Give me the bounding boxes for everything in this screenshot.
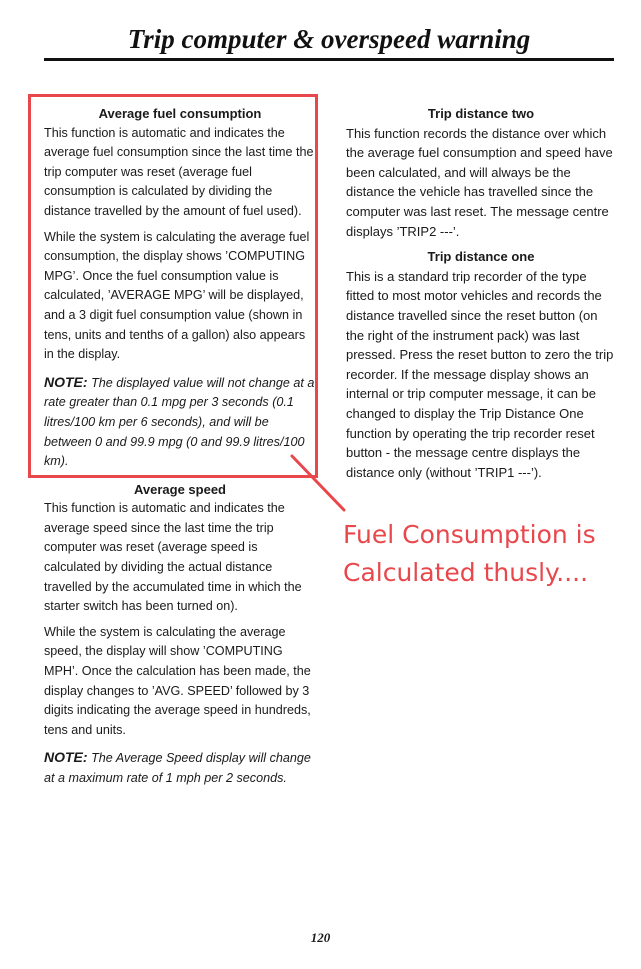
average-speed-heading: Average speed bbox=[133, 481, 226, 497]
page-number: 120 bbox=[310, 930, 331, 945]
trip-one-para: This is a standard trip recorder of the type fitted to most motor vehicles and records the distance travelled since the reset button (on the right of the instrument pack) was last pressed. Press the reset button to zero the trip recorder. If the message display shows an internal or trip computer message, it can be changed to display the Trip Distance One function by operating the trip recorder reset button - the message centre displays the distance only (without ’TRIP1 ---’). bbox=[346, 268, 614, 480]
note-text: The Average Speed display will change at a maximum rate of 1 mph per 2 seconds. bbox=[44, 751, 311, 785]
average-speed-para-1: This function is automatic and indicates the average speed since the last time the trip computer was reset (average speed is calculated by dividing the actual distance travelled by the accumulated time in which the starter switch has been turned on). bbox=[44, 501, 302, 614]
trip-two-heading: Trip distance two bbox=[427, 106, 535, 121]
note-label: NOTE: bbox=[44, 749, 88, 766]
average-fuel-para-2: While the system is calculating the average fuel consumption, the display shows ’COMPUTING MPG’. Once the fuel consumption value is calculated, ’AVERAGE MPG’ will be displayed, and a 3 digit fuel consumption value (shown in tens, units and tenths of a gallon) also appears in the display. bbox=[44, 229, 310, 362]
average-fuel-heading: Average fuel consumption bbox=[98, 106, 262, 121]
annotation-text: Fuel Consumption is Calculated thusly.... bbox=[343, 520, 596, 587]
note-text: The displayed value will not change at a rate greater than 0.1 mpg per 3 seconds (0.1 litres/100 km per 6 seconds), and will be between 0 and 99.9 mpg (0 and 99.9 litres/100 km). bbox=[44, 375, 315, 469]
average-fuel-para-1: This function is automatic and indicates the average fuel consumption since the last time the trip computer was reset (average fuel consumption is calculated by dividing the distance travelled by the amount of fuel used). bbox=[44, 125, 314, 218]
note-label: NOTE: bbox=[44, 373, 88, 390]
average-speed-para-2: While the system is calculating the average speed, the display will show ’COMPUTING MPH’. Once the calculation has been made, the display changes to ’AVG. SPEED’ followed by 3 digits indicating the average speed in hundreds, tens and units. bbox=[44, 624, 311, 737]
page-title: Trip computer & overspeed warning bbox=[127, 24, 531, 54]
trip-one-heading: Trip distance one bbox=[427, 249, 535, 265]
trip-two-para: This function records the distance over which the average fuel consumption and speed have been calculated, and will always be the distance the vehicle has travelled since the computer was last reset. The message centre displays ’TRIP2 ---’. bbox=[346, 125, 613, 239]
